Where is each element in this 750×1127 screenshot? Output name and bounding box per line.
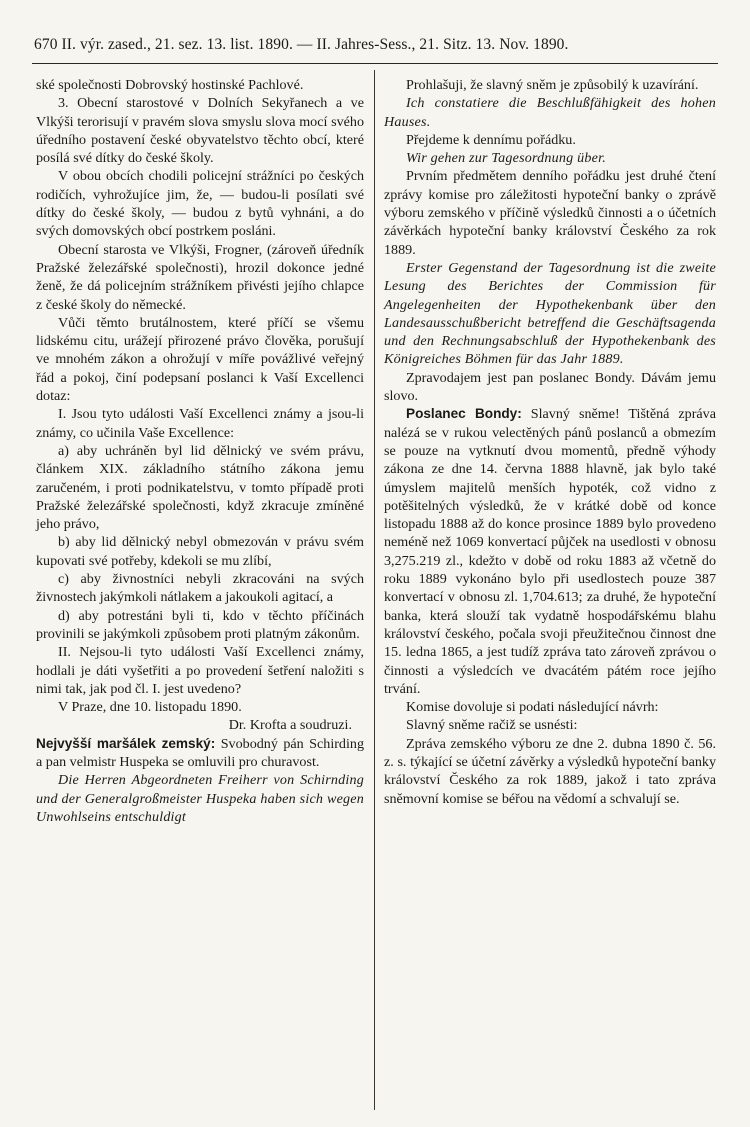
header-rule	[32, 63, 718, 64]
bondy-statement	[384, 405, 716, 698]
speaker-name: Poslanec Bondy:	[406, 406, 522, 422]
date-line: V Praze, dne 10. listopadu 1890.	[58, 699, 242, 716]
agenda-paragraph: Prvním předmětem denního pořádku jest druhé čtení zprávy komise pro záležitosti hypoteční banky o zprávě výboru zemského v příčině výsledků činnosti a o účetních závěrkách hypoteční banky království Českého za rok 1889.	[384, 168, 716, 258]
paragraph: Prohlašuji, že slavný sněm je způsobilý k uzavírání.	[406, 77, 699, 93]
paragraph: Komise dovoluje si podati následující návrh:	[406, 699, 659, 716]
german-paragraph: Erster Gegenstand der Tagesordnung ist die zweite Lesung des Berichtes der Commission für Angelegenheiten der Hypothekenbank über den Landesausschußbericht betreffend die Geschäftsagenda und den Rechnungsabschluß der Hypothekenbank des Königreiches Böhmen für das Jahr 1889.	[384, 259, 716, 368]
paragraph: Přejdeme k dennímu pořádku.	[406, 131, 576, 148]
left-column	[36, 76, 364, 826]
german-paragraph: Ich constatiere die Beschlußfähigkeit des hohen Hauses.	[384, 95, 716, 130]
point-c: c) aby živnostníci nebyli zkracováni na svých živnostech jakýmkoli nátlakem a jakoukoli agitací, a	[36, 571, 364, 606]
paragraph: Obecní starosta ve Vlkýši, Frogner, (zároveň úředník Pražské železářské společnosti), hrozil dokonce jedné ženě, že dá policejním strážníkem přivésti jejího chlapce z české školy do německé.	[36, 241, 364, 313]
marshal-statement	[36, 735, 364, 772]
german-paragraph: Die Herren Abgeordneten Freiherr von Schirnding und der Generalgroßmeister Huspeka haben sich wegen Unwohlseins entschuldigt	[36, 772, 364, 825]
paragraph: ské společnosti Dobrovský hostinské Pachlové.	[36, 77, 304, 93]
point-d: d) aby potrestáni byli ti, kdo v těchto příčinách provinili se jakýmkoli způsobem proti platným zákonům.	[36, 607, 364, 642]
column-divider	[374, 70, 375, 1110]
motion-text: Zpráva zemského výboru ze dne 2. dubna 1890 č. 56. z. s. týkající se účetní závěrky a výsledků hypoteční banky království Českého za rok 1889, jakož i tato zpráva sněmovní komise se béřou na vědomí a schvalují se.	[384, 735, 716, 807]
point-a: a) aby uchráněn byl lid dělnický ve svém právu, článkem XIX. základního státního zákona jemu zaručeném, i proti podnikatelstvu, v tomto případě proti Pražské železářské společnosti, když zkracuje zmíněné jeho právo,	[36, 442, 364, 533]
right-column	[384, 76, 716, 808]
question-two: II. Nejsou-li tyto události Vaší Excellenci známy, hodlali je dáti vyšetřiti a po provedení šetření naložiti s nimi tak, jak pod čl. I. jest uvedeno?	[36, 644, 364, 697]
paragraph: Vůči těmto brutálnostem, které příčí se všemu lidskému citu, urážejí přirozené právo člověka, porušují ve mnohém zákon a ohrožují v míře povážlivé veřejný řád a pokoj, činí podepsaní poslanci k Vaší Excellenci dotaz:	[36, 314, 364, 405]
statement-text: Slavný sněme! Tištěná zpráva nalézá se v rukou velectěných pánů poslanců a obmezím se pouze na vytknutí dvou momentů, předně výhody zákona ze dne 14. června 1888 hlavně, jak bylo také úmyslem majitelů menších hypoték, což vidno z potěšitelných výsledků, že v krátké době od konce listopadu 1888 až do konce prosince 1889 bylo provedeno neméně než 1069 konvertací půjček na usedlosti v obnosu 3,275.219 zl., kdežto v době od roku 1883 až včetně do roku 1889 vykonáno bylo při usedlostech pouze 387 konvertací v obnosu zl. 1,704.613; za druhé, že hypoteční banka, která slouží tak vydatně hospodářskému blahu království českého, počala svoji přeužitečnou činnost dne 15. ledna 1865, a jest tudíž zpráva tato zároveň zprávou o činnosti a výsledcích ve dvacátém pátém roce jejího trvání.	[384, 406, 716, 697]
page-header: 670 II. výr. zased., 21. sez. 13. list. 1890. — II. Jahres-Sess., 21. Sitz. 13. Nov. 1890.	[34, 36, 569, 53]
signature: Dr. Krofta a soudruzi.	[228, 717, 352, 734]
german-paragraph: Wir gehen zur Tagesordnung über.	[406, 150, 606, 167]
paragraph: 3. Obecní starostové v Dolních Sekyřanech a ve Vlkýši terorisují v pravém slova smyslu slova mocí svého úředního postavení české obyvatelstvo těchto obcí, které posílá své dítky do české školy.	[36, 95, 364, 167]
paragraph: Zpravodajem jest pan poslanec Bondy. Dávám jemu slovo.	[384, 369, 716, 405]
statement-text: Svobodný pán Schirding a pan velmistr Huspeka se omluvili pro churavost.	[36, 735, 364, 770]
question-one: I. Jsou tyto události Vaší Excellenci známy a jsou-li známy, co učinila Vaše Excellence:	[36, 406, 364, 441]
paragraph: V obou obcích chodili policejní strážníci po českých rodičích, vyhrožujíce jim, že, — budou-li posílati své dítky do české školy, — budou z bytů vyhnáni, a do svých domovských obcí postrkem posláni.	[36, 168, 364, 240]
speaker-name: Nejvyšší maršálek zemský:	[36, 735, 216, 751]
motion-heading: Slavný sněme račiž se usnésti:	[406, 717, 578, 734]
point-b: b) aby lid dělnický nebyl obmezován v právu svém kupovati své potřeby, kdekoli se mu zlíbí,	[36, 534, 364, 569]
